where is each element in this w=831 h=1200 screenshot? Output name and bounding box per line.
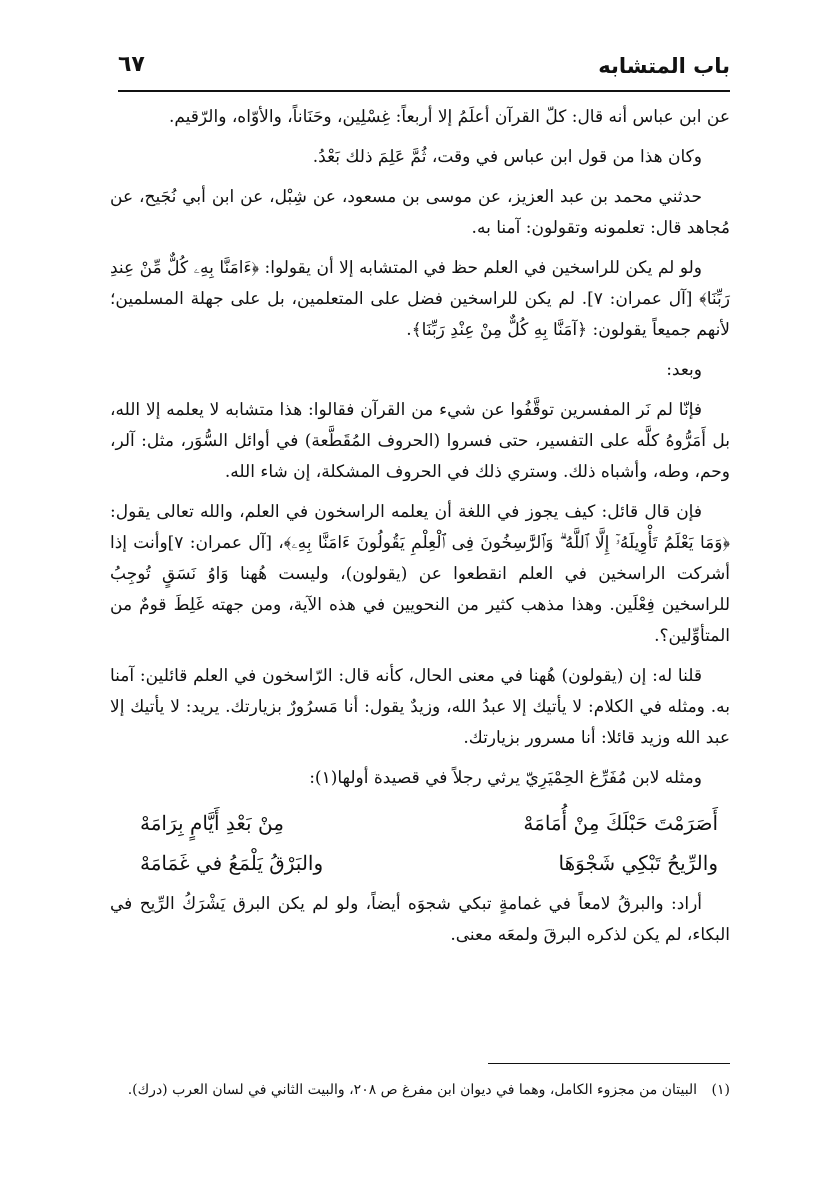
footnote-text: البيتان من مجزوء الكامل، وهما في ديوان ابن مفرغ ص ٢٠٨، والبيت الثاني في لسان العرب (درك). xyxy=(127,1082,698,1098)
paragraph: ومثله لابن مُفَرِّغ الحِمْيَرِيّ يرثي رجلاً في قصيدة أولها(١): xyxy=(309,768,702,788)
main-text xyxy=(110,102,730,960)
footnote-number: (١) xyxy=(711,1082,730,1098)
header-rule xyxy=(118,90,730,92)
poem xyxy=(110,803,730,883)
poem-verse xyxy=(110,843,730,883)
paragraph: أراد: والبرقُ لامعاً في غمامةٍ تبكي شجوَه أيضاً، ولو لم يكن البرق يَشْرَكُ الرِّيح في البكاء، لم يكن لذكره البرقَ ولمعَه معنى. xyxy=(110,894,730,945)
paragraph: فإن قال قائل: كيف يجوز في اللغة أن يعلمه الراسخون في العلم، والله تعالى يقول: ﴿وَمَا يَعْلَمُ تَأْوِيلَهُۥٓ إِلَّا ٱللَّهُ ۗ وَٱلرَّٰسِخُونَ فِى ٱلْعِلْمِ يَقُولُونَ ءَامَنَّا بِهِۦ﴾، [آل عمران: ٧]وأنت إذا أشركت الراسخين في العلم انقطعوا عن (يقولون)، وليست هُهنا وَاوُ نَسَقٍ تُوجِبُ للراسخين فِعْلَين. وهذا مذهب كثير من النحويين في هذه الآية، ومن جهته غَلِطَ قومٌ من المتأوِّلين؟. xyxy=(110,502,730,646)
paragraph: حدثني محمد بن عبد العزيز، عن موسى بن مسعود، عن شِبْل، عن ابن أبي نُجَيح، عن مُجاهد قال: تعلمونه وتقولون: آمنا به. xyxy=(110,187,730,238)
paragraph: قلنا له: إن (يقولون) هُهنا في معنى الحال، كأنه قال: الرّاسخون في العلم قائلين: آمنا به. ومثله في الكلام: لا يأتيك إلا عبدُ الله، وزيدٌ يقول: أنا مَسرُورٌ بزيارتك. يريد: لا يأتيك إلا عبد الله وزيد قائلا: أنا مسرور بزيارتك. xyxy=(110,666,730,748)
poem-verse xyxy=(110,803,730,843)
paragraph: عن ابن عباس أنه قال: كلّ القرآن أعلَمُ إلا أربعاً: غِسْلِين، وحَنَاناً، والأوّاه، والرّقيم. xyxy=(168,107,730,127)
footnote xyxy=(110,1078,730,1102)
verse-second-hemistich: والبَرْقُ يَلْمَعُ في غَمَامَهْ xyxy=(140,851,324,875)
footnote-rule xyxy=(488,1063,730,1064)
paragraph: وبعد: xyxy=(666,360,702,380)
verse-first-hemistich: أَصَرَمْتَ حَبْلَكَ مِنْ أُمَامَهْ xyxy=(523,811,718,835)
verse-second-hemistich: مِنْ بَعْدِ أَيَّامٍ بِرَامَهْ xyxy=(140,811,284,835)
page-header xyxy=(118,48,730,92)
running-title: باب المتشابه xyxy=(598,54,730,78)
paragraph: فإنّا لم نَر المفسرين توقَّفُوا عن شيء من القرآن فقالوا: هذا متشابه لا يعلمه إلا الله، بل أَمَرُّوهُ كلَّه على التفسير، حتى فسروا (الحروف المُقَطَّعة) في أوائل السُّوَر، مثل: آلر، وحم، وطه، وأشباه ذلك. وستري ذلك في الحروف المشكلة، إن شاء الله. xyxy=(110,400,730,482)
paragraph: ولو لم يكن للراسخين في العلم حظ في المتشابه إلا أن يقولوا: ﴿ءَامَنَّا بِهِۦ كُلٌّ مِّنْ عِندِ رَبِّنَا﴾ [آل عمران: ٧]. لم يكن للراسخين فضل على المتعلمين، بل على جهلة المسلمين؛ لأنهم جميعاً يقولون: ﴿آمَنَّا بِهِ كُلٌّ مِنْ عِنْدِ رَبِّنَا﴾. xyxy=(110,258,730,340)
verse-first-hemistich: والرِّيحُ تَبْكِي شَجْوَهَا xyxy=(558,851,718,875)
paragraph: وكان هذا من قول ابن عباس في وقت، ثُمَّ عَلِمَ ذلك بَعْدُ. xyxy=(312,147,702,167)
page-number: ٦٧ xyxy=(118,52,145,77)
